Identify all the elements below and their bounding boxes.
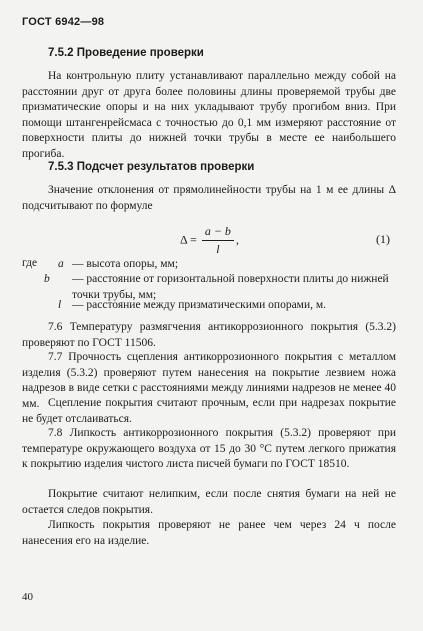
formula-numerator: a − b	[202, 224, 234, 241]
formula-denominator: l	[216, 242, 220, 256]
formula-lhs: Δ =	[180, 232, 197, 247]
definition-symbol: b	[44, 273, 50, 285]
section-heading-7-5-2: 7.5.2 Проведение проверки	[48, 47, 204, 59]
paragraph-tack-result: Покрытие считают нелипким, если после снятия бумаги на ней не остается следов покрытия.	[22, 488, 396, 516]
definition-text: — расстояние от горизонтальной поверхности плиты до нижней точки трубы, мм;	[72, 273, 389, 301]
definition-text: — высота опоры, мм;	[72, 258, 179, 270]
paragraph-7-8: 7.8 Липкость антикоррозионного покрытия (5.3.2) проверяют при температуре окружающего воздуха от 15 до 30 °С путем легкого прижатия к покрытию изделия чистого листа писчей бумаги по ГОСТ 18510.	[22, 427, 396, 470]
formula-tail: ,	[235, 232, 239, 247]
definition-text: — расстояние между призматическими опорами, м.	[72, 299, 327, 311]
page-number: 40	[22, 591, 33, 603]
section-heading-7-5-3: 7.5.3 Подсчет результатов проверки	[48, 161, 255, 173]
definition-l	[58, 298, 396, 314]
definition-symbol: a	[58, 258, 64, 270]
paragraph-7-6: 7.6 Температуру размягчения антикоррозионного покрытия (5.3.2) проверяют по ГОСТ 11506.	[22, 321, 396, 349]
where-word: где	[22, 257, 38, 269]
definition-a	[58, 257, 396, 273]
paragraph-adhesion-result: Сцепление покрытия считают прочным, если при надрезах покрытие не будет отслаиваться.	[22, 397, 396, 425]
formula-fraction	[202, 224, 234, 257]
document-header: ГОСТ 6942—98	[22, 16, 105, 28]
paragraph-7-5-2: На контрольную плиту устанавливают параллельно между собой на расстоянии друг от друга более половины длины проверяемой трубы две призматические опоры и на них укладывают трубу прогибом вниз. При помощи штангенрейсмаса с точностью до 0,1 мм измеряют расстояние от поверхности плиты до нижней точки трубы в месте ее наибольшего прогиба.	[22, 70, 396, 160]
paragraph-tack-timing: Липкость покрытия проверяют не ранее чем через 24 ч после нанесения его на изделие.	[22, 519, 396, 547]
paragraph-7-7: 7.7 Прочность сцепления антикоррозионного покрытия с металлом изделия (5.3.2) проверяют путем нанесения на покрытие лезвием ножа надрезов в виде сетки с расстояниями между линиями надрезов не менее 40 мм.	[22, 351, 396, 410]
formula-1	[180, 224, 239, 257]
definition-symbol: l	[58, 299, 62, 311]
paragraph-7-5-3: Значение отклонения от прямолинейности трубы на 1 м ее длины Δ подсчитывают по формуле	[22, 184, 396, 212]
equation-number: (1)	[376, 232, 390, 246]
